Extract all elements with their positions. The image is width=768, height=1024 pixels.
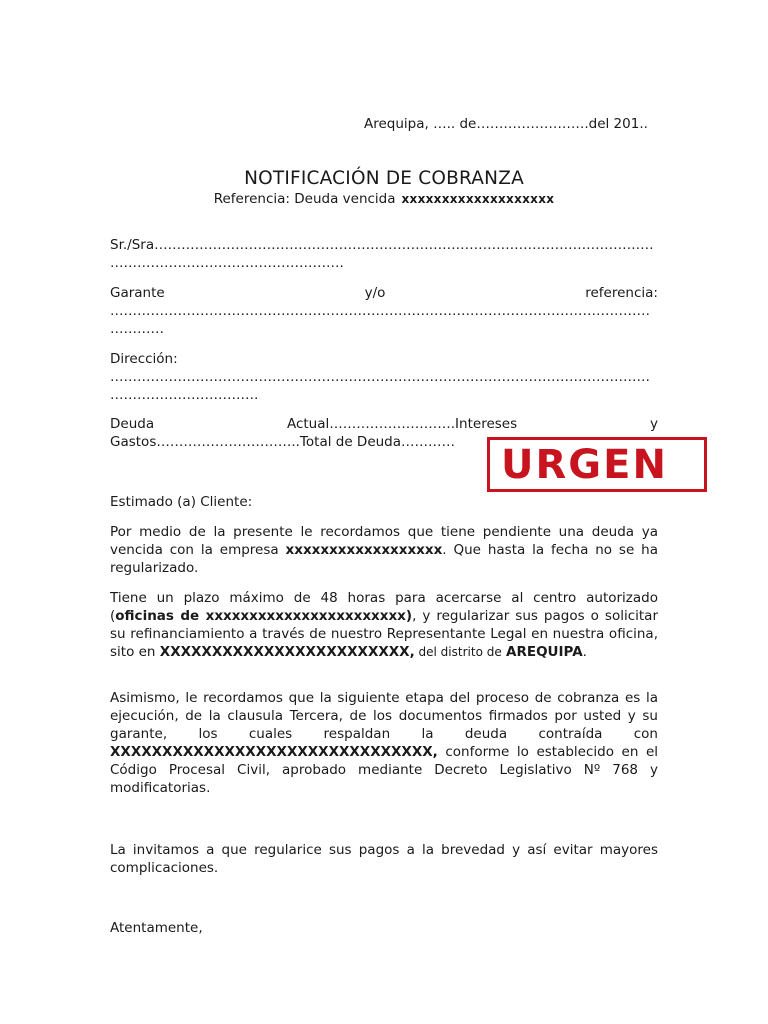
paragraph-2-text-a: Tiene un plazo máximo de 48 horas para acercarse al centro autorizado ( xyxy=(110,590,658,624)
paragraph-2-text-c: , y regularizar sus pagos o solicitar su refinanciamiento a través de nuestro Representante Legal en nuestra oficina, sito en xyxy=(110,608,658,660)
dateline: Arequipa, ….. de…………………….del 201.. xyxy=(364,116,648,132)
reference-value: xxxxxxxxxxxxxxxxxxx xyxy=(401,192,555,206)
paragraph-3 xyxy=(110,689,658,797)
debt-word: Deuda xyxy=(110,416,155,432)
creditor-placeholder: XXXXXXXXXXXXXXXXXXXXXXXXXXXXXXX, xyxy=(110,744,438,760)
guarantor-word-2: y/o xyxy=(364,285,386,301)
urgent-stamp-text: URGEN xyxy=(501,442,668,488)
address-placeholder: XXXXXXXXXXXXXXXXXXXXXXXX, xyxy=(159,644,415,660)
addressee-line-2: ……………………………………………. xyxy=(110,255,344,271)
debt-row-2: Gastos…………………………..Total de Deuda………… xyxy=(110,434,456,450)
addressee-block xyxy=(110,236,658,272)
reference-label: Referencia: Deuda vencida xyxy=(213,191,396,207)
paragraph-3-text-a: Asimismo, le recordamos que la siguiente etapa del proceso de cobranza es la ejecución, de la clausula Tercera, de los documentos firmados por usted y su garante, los cuales respaldan la deuda contraída con xyxy=(110,690,658,742)
addressee-line-1: Sr./Sra………………………………………………………………………………………………… xyxy=(110,237,654,253)
debt-actual-interest: Actual……………………….Intereses xyxy=(286,416,518,432)
debt-y-word: y xyxy=(649,416,658,432)
document-title: NOTIFICACIÓN DE COBRANZA xyxy=(244,168,524,189)
greeting: Estimado (a) Cliente: xyxy=(110,494,253,510)
guarantor-line-2: ………………………………………………………………………………………………………… xyxy=(110,303,650,319)
address-line-1: ………………………………………………………………………………………………………… xyxy=(110,369,650,385)
office-placeholder: oficinas de xxxxxxxxxxxxxxxxxxxxxxx) xyxy=(115,608,413,624)
address-label: Dirección: xyxy=(110,351,178,367)
district-label: del distrito de xyxy=(414,645,502,659)
address-line-2: …………………………… xyxy=(110,387,259,403)
closing: Atentamente, xyxy=(110,920,203,936)
paragraph-2-period: . xyxy=(582,644,587,660)
guarantor-label-row xyxy=(110,284,658,302)
guarantor-line-3: ………… xyxy=(110,321,164,337)
address-block xyxy=(110,350,658,404)
paragraph-1 xyxy=(110,523,658,577)
urgent-stamp xyxy=(487,437,707,492)
reference-line xyxy=(0,191,768,207)
paragraph-2 xyxy=(110,589,658,661)
district-name: AREQUIPA xyxy=(506,644,583,660)
guarantor-word-1: Garante xyxy=(110,285,165,301)
guarantor-word-3: referencia: xyxy=(585,285,658,301)
guarantor-block xyxy=(110,284,658,338)
paragraph-1-text-c: . Que hasta la fecha no se ha regularizado. xyxy=(110,542,658,576)
debt-row-1 xyxy=(110,415,658,433)
paragraph-1-text-a: Por medio de la presente le recordamos que tiene pendiente una deuda ya vencida con la empresa xyxy=(110,524,658,558)
paragraph-4: La invitamos a que regularice sus pagos a la brevedad y así evitar mayores complicaciones. xyxy=(110,842,658,876)
paragraph-3-text-c: conforme lo establecido en el Código Procesal Civil, aprobado mediante Decreto Legislativo Nº 768 y modificatorias. xyxy=(110,744,658,796)
company-placeholder: xxxxxxxxxxxxxxxxxx xyxy=(285,542,443,558)
